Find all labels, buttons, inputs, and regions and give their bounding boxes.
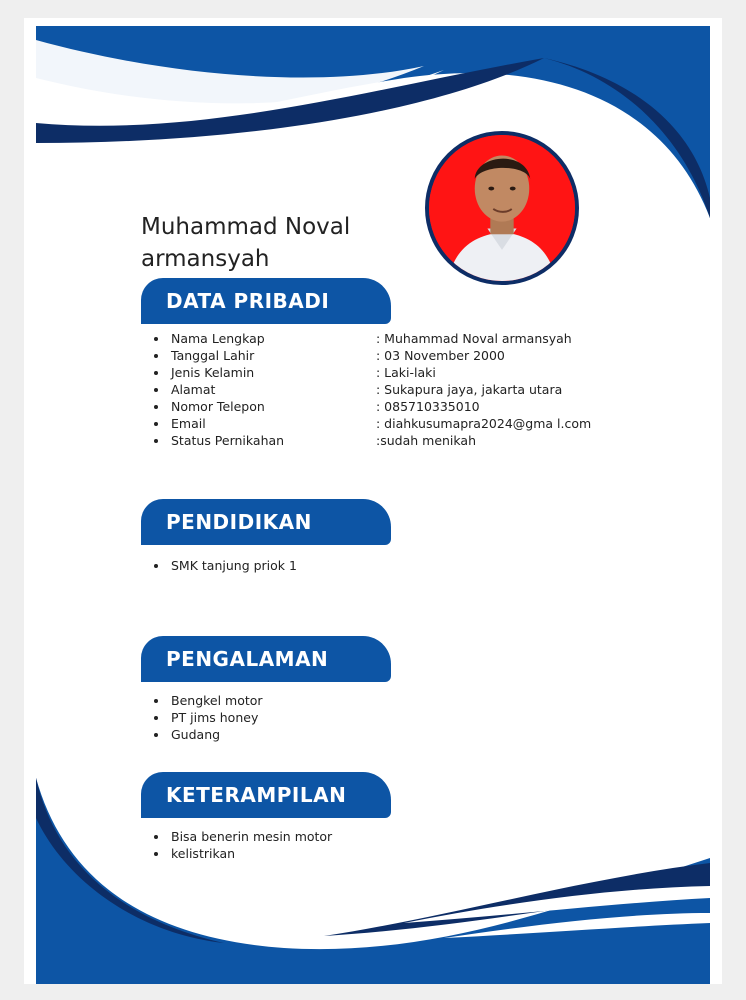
- full-name: [141, 211, 441, 275]
- name-line-2: armansyah: [141, 246, 270, 272]
- section-header-skills: KETERAMPILAN: [141, 772, 391, 818]
- education-list: [151, 557, 297, 574]
- list-item: • Alamat: [169, 381, 284, 398]
- value-email: : diahkusumapra2024@gma l.com: [376, 416, 592, 431]
- list-item: • Bengkel motor: [169, 692, 263, 709]
- list-item: • Tanggal Lahir: [169, 347, 284, 364]
- value-marital-status: :sudah menikah: [376, 433, 476, 448]
- section-header-experience: PENGALAMAN: [141, 636, 391, 682]
- list-item: • Gudang: [169, 726, 263, 743]
- list-item: • Bisa benerin mesin motor: [169, 828, 332, 845]
- list-item: • Nama Lengkap: [169, 330, 284, 347]
- list-item: • Nomor Telepon: [169, 398, 284, 415]
- value-phone: : 085710335010: [376, 399, 480, 414]
- skills-list: [151, 828, 332, 862]
- list-item: • Email: [169, 415, 284, 432]
- list-item: • SMK tanjung priok 1: [169, 557, 297, 574]
- cv-page: [24, 18, 722, 984]
- list-item: • kelistrikan: [169, 845, 332, 862]
- experience-list: [151, 692, 263, 743]
- list-item: • Status Pernikahan: [169, 432, 284, 449]
- value-birth-date: : 03 November 2000: [376, 348, 505, 363]
- section-header-education: PENDIDIKAN: [141, 499, 391, 545]
- list-item: • PT jims honey: [169, 709, 263, 726]
- personal-values-list: [376, 330, 591, 449]
- section-header-personal-data: DATA PRIBADI: [141, 278, 391, 324]
- person-portrait-icon: [429, 135, 575, 281]
- value-gender: : Laki-laki: [376, 365, 436, 380]
- profile-photo: [425, 131, 579, 285]
- value-full-name: : Muhammad Noval armansyah: [376, 331, 572, 346]
- cv-content: [36, 26, 712, 984]
- name-line-1: Muhammad Noval: [141, 214, 351, 240]
- list-item: • Jenis Kelamin: [169, 364, 284, 381]
- personal-labels-list: [151, 330, 284, 449]
- value-address: : Sukapura jaya, jakarta utara: [376, 382, 563, 397]
